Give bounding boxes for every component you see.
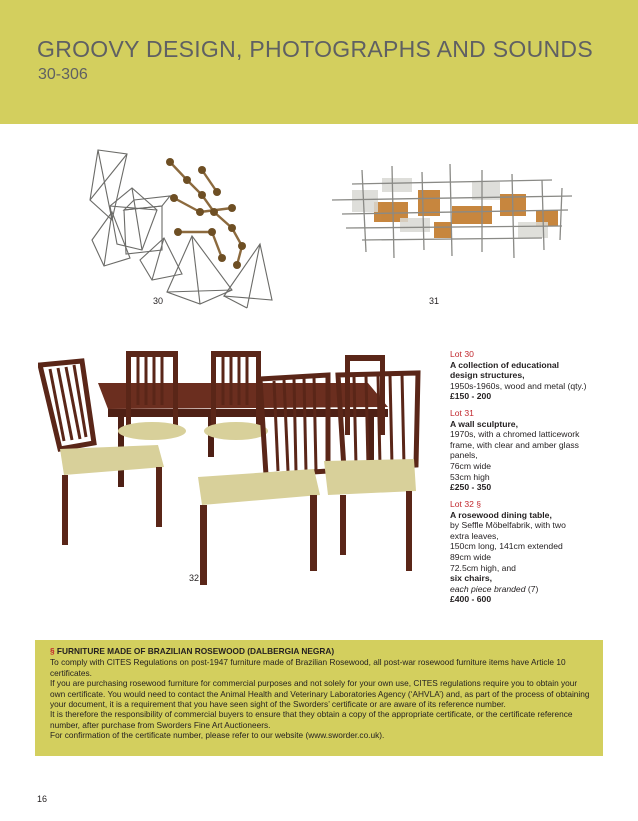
- lot-number: Lot 30: [450, 349, 474, 359]
- lot-detail: 1970s, with a chromed latticework: [450, 429, 580, 440]
- lot-estimate: £250 - 350: [450, 482, 492, 493]
- lot-32-description: [450, 499, 620, 605]
- notice-title: [50, 646, 593, 656]
- lot-range: 30-306: [38, 66, 88, 83]
- lot-detail: 72.5cm high, and: [450, 562, 516, 573]
- lot-detail: extra leaves,: [450, 530, 499, 541]
- lot-title-line: A collection of educational: [450, 359, 560, 370]
- lot-30-description: [450, 349, 620, 402]
- lot-extra-title: six chairs,: [450, 573, 493, 584]
- notice-title-text: FURNITURE MADE OF BRAZILIAN ROSEWOOD (DALBERGIA NEGRA): [54, 646, 335, 656]
- lot-detail: 89cm wide: [450, 551, 492, 562]
- lot-30-photo-label: 30: [153, 296, 164, 306]
- lot-detail: frame, with clear and amber glass: [450, 439, 579, 450]
- lot-extra-italic: each piece branded: [450, 583, 526, 594]
- lot-extra-note: [450, 584, 620, 595]
- lot-30-photo: [82, 140, 282, 310]
- lot-detail: 53cm high: [450, 471, 490, 482]
- rosewood-notice: [35, 640, 603, 756]
- page-number: 16: [37, 794, 48, 804]
- lot-31-description: [450, 408, 620, 493]
- lot-31-photo: [322, 160, 580, 265]
- lot-detail: 150cm long, 141cm extended: [450, 541, 563, 552]
- notice-paragraph: It is therefore the responsibility of commercial buyers to ensure that they obtain a copy of the appropriate certificate, or the certificate reference number, after purchase from Sworders Fine Art Auctioneers.: [50, 709, 573, 730]
- lot-title-line: A rosewood dining table,: [450, 509, 552, 520]
- lot-estimate: £150 - 200: [450, 391, 492, 402]
- lot-estimate: £400 - 600: [450, 594, 492, 605]
- lot-extra-count: (7): [525, 583, 539, 594]
- notice-paragraph: To comply with CITES Regulations on post-1947 furniture made of Brazilian Rosewood, all post-war rosewood furniture items have Article 10 certificates.: [50, 657, 566, 678]
- lot-detail: by Seffle Möbelfabrik, with two: [450, 520, 566, 531]
- lot-detail: 76cm wide: [450, 460, 492, 471]
- lot-detail: 1950s-1960s, wood and metal (qty.): [450, 380, 587, 391]
- lot-title-line: A wall sculpture,: [450, 418, 518, 429]
- notice-paragraph: If you are purchasing rosewood furniture for commercial purposes and not solely for your own use, CITES regulations require you to obtain your own certificate. You would need to contact the Animal Health and Veterinary Laboratories Agency (‘AHVLA’) and, as part of the process of obtaining your document, it is a requirement that you have seen sight of the Sworders’ certificate or are aware of its reference number.: [50, 678, 590, 710]
- lot-32-photo-label: 32: [189, 573, 200, 583]
- lot-title-line: design structures,: [450, 370, 525, 381]
- section-mark: §: [50, 646, 55, 656]
- header-band: [0, 0, 638, 124]
- lot-number: Lot 32 §: [450, 499, 482, 509]
- lot-detail: panels,: [450, 450, 478, 461]
- lot-31-photo-label: 31: [429, 296, 440, 306]
- lot-32-photo: [38, 345, 428, 590]
- lot-number: Lot 31: [450, 408, 474, 418]
- notice-paragraph: For confirmation of the certificate number, please refer to our website (www.sworder.co.uk).: [50, 730, 385, 741]
- page-title: GROOVY DESIGN, PHOTOGRAPHS AND SOUNDS: [37, 36, 593, 62]
